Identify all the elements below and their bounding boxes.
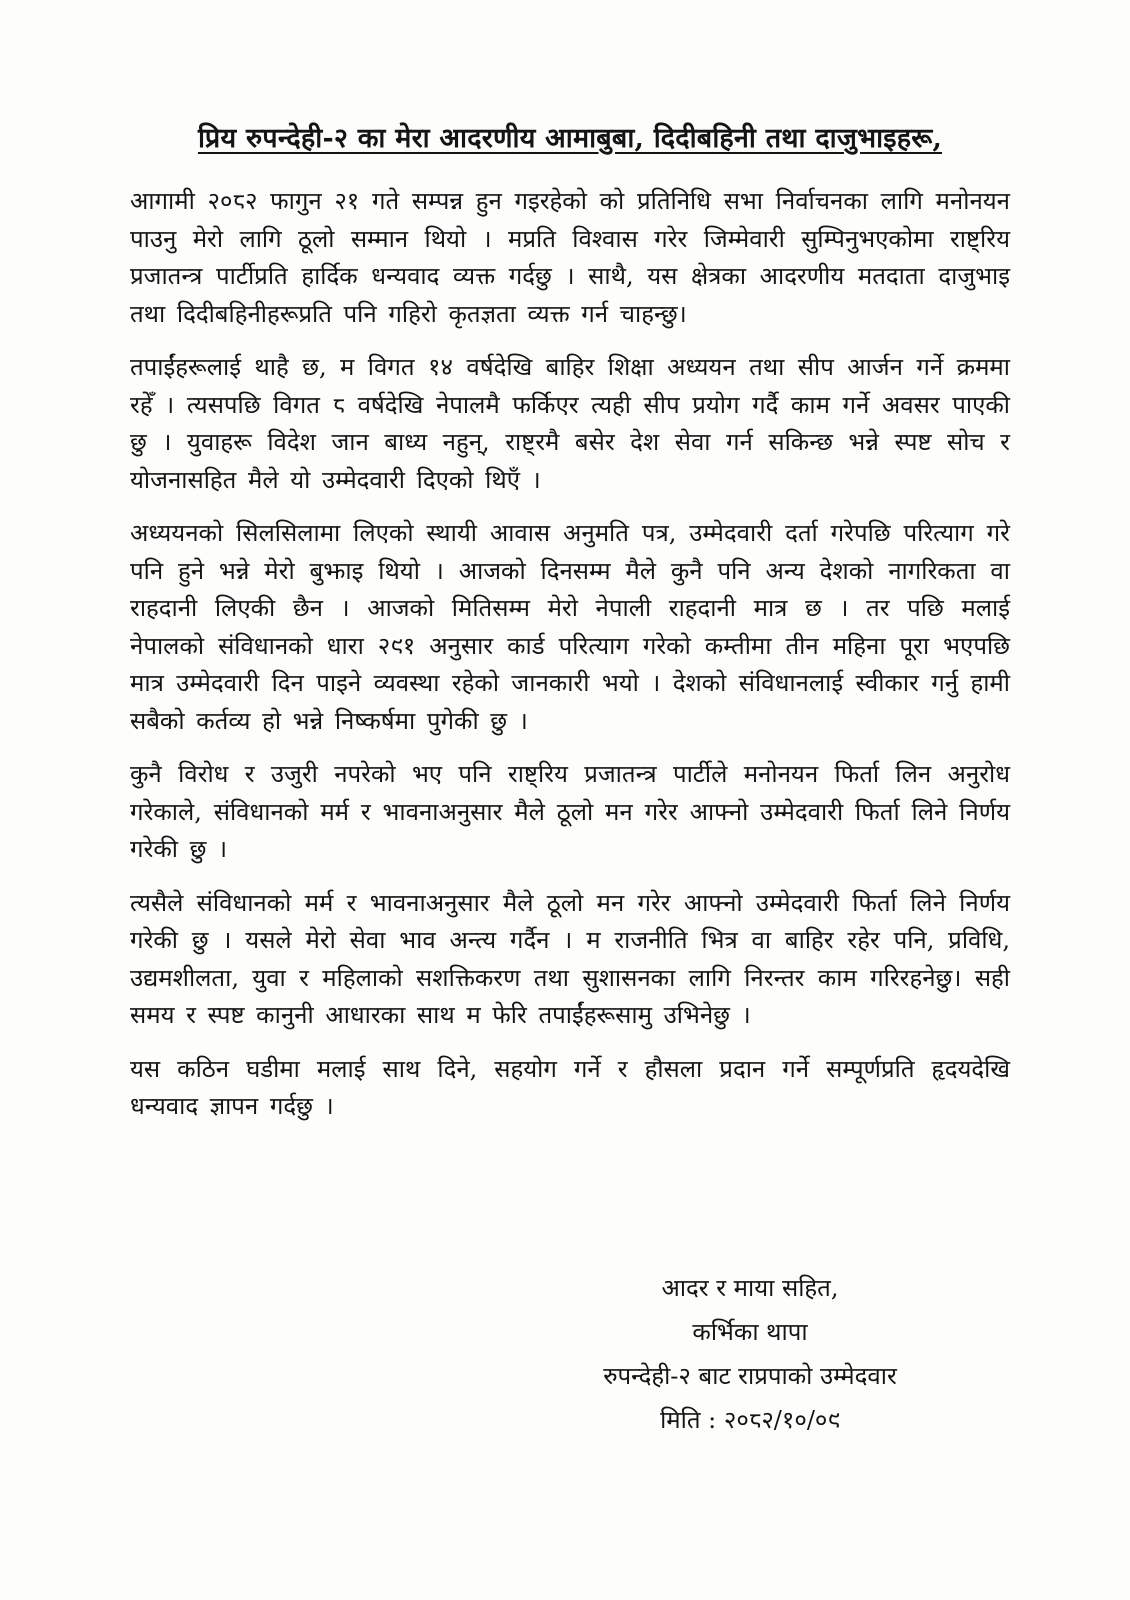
letter-body	[130, 183, 1010, 1126]
signature-closing: आदर र माया सहित,	[661, 1273, 839, 1302]
letter-paragraph-6: यस कठिन घडीमा मलाई साथ दिने, सहयोग गर्ने र हौसला प्रदान गर्ने सम्पूर्णप्रति हृदयदेखि धन्यवाद ज्ञापन गर्दछु ।	[130, 1054, 1010, 1120]
letter-paragraph-3: अध्ययनको सिलसिलामा लिएको स्थायी आवास अनुमति पत्र, उम्मेदवारी दर्ता गरेपछि परित्याग गरे पनि हुने भन्ने मेरो बुझाइ थियो । आजको दिनसम्म मैले कुनै पनि अन्य देशको नागरिकता वा राहदानी लिएकी छैन । आजको मितिसम्म मेरो नेपाली राहदानी मात्र छ । तर पछि मलाई नेपालको संविधानको धारा २९१ अनुसार कार्ड परित्याग गरेको कम्तीमा तीन महिना पूरा भएपछि मात्र उम्मेदवारी दिन पाइने व्यवस्था रहेको जानकारी भयो । देशको संविधानलाई स्वीकार गर्नु हामी सबैको कर्तव्य हो भन्ने निष्कर्षमा पुगेकी छु ।	[130, 519, 1010, 735]
letter-paragraph-5: त्यसैले संविधानको मर्म र भावनाअनुसार मैले ठूलो मन गरेर आफ्नो उम्मेदवारी फिर्ता लिने निर्णय गरेकी छु । यसले मेरो सेवा भाव अन्त्य गर्दैन । म राजनीति भित्र वा बाहिर रहेर पनि, प्रविधि, उद्यमशीलता, युवा र महिलाको सशक्तिकरण तथा सुशासनका लागि निरन्तर काम गरिरहनेछु। सही समय र स्पष्ट कानुनी आधारका साथ म फेरि तपाईंहरूसामु उभिनेछु ।	[130, 888, 1010, 1029]
signature-date: मिति : २०८२/१०/०९	[660, 1405, 840, 1434]
signature-block	[540, 1266, 960, 1442]
signature-name: कर्भिका थापा	[692, 1317, 808, 1346]
letter-paragraph-4: कुनै विरोध र उजुरी नपरेको भए पनि राष्ट्रिय प्रजातन्त्र पार्टीले मनोनयन फिर्ता लिन अनुरोध गरेकाले, संविधानको मर्म र भावनाअनुसार मैले ठूलो मन गरेर आफ्नो उम्मेदवारी फिर्ता लिने निर्णय गरेकी छु ।	[130, 760, 1010, 863]
letter-paragraph-1: आगामी २०८२ फागुन २१ गते सम्पन्न हुन गइरहेको को प्रतिनिधि सभा निर्वाचनका लागि मनोनयन पाउनु मेरो लागि ठूलो सम्मान थियो । मप्रति विश्वास गरेर जिम्मेवारी सुम्पिनुभएकोमा राष्ट्रिय प्रजातन्त्र पार्टीप्रति हार्दिक धन्यवाद व्यक्त गर्दछु । साथै, यस क्षेत्रका आदरणीय मतदाता दाजुभाइ तथा दिदीबहिनीहरूप्रति पनि गहिरो कृतज्ञता व्यक्त गर्न चाहन्छु।	[130, 187, 1010, 328]
signature-role: रुपन्देही-२ बाट राप्रपाको उम्मेदवार	[603, 1361, 897, 1390]
letter-paragraph-2: तपाईंहरूलाई थाहै छ, म विगत १४ वर्षदेखि बाहिर शिक्षा अध्ययन तथा सीप आर्जन गर्ने क्रममा रहेँ । त्यसपछि विगत ८ वर्षदेखि नेपालमै फर्किएर त्यही सीप प्रयोग गर्दै काम गर्ने अवसर पाएकी छु । युवाहरू विदेश जान बाध्य नहुन्, राष्ट्रमै बसेर देश सेवा गर्न सकिन्छ भन्ने स्पष्ट सोच र योजनासहित मैले यो उम्मेदवारी दिएको थिएँ ।	[130, 353, 1010, 494]
letter-title: प्रिय रुपन्देही-२ का मेरा आदरणीय आमाबुबा, दिदीबहिनी तथा दाजुभाइहरू,	[197, 123, 943, 154]
